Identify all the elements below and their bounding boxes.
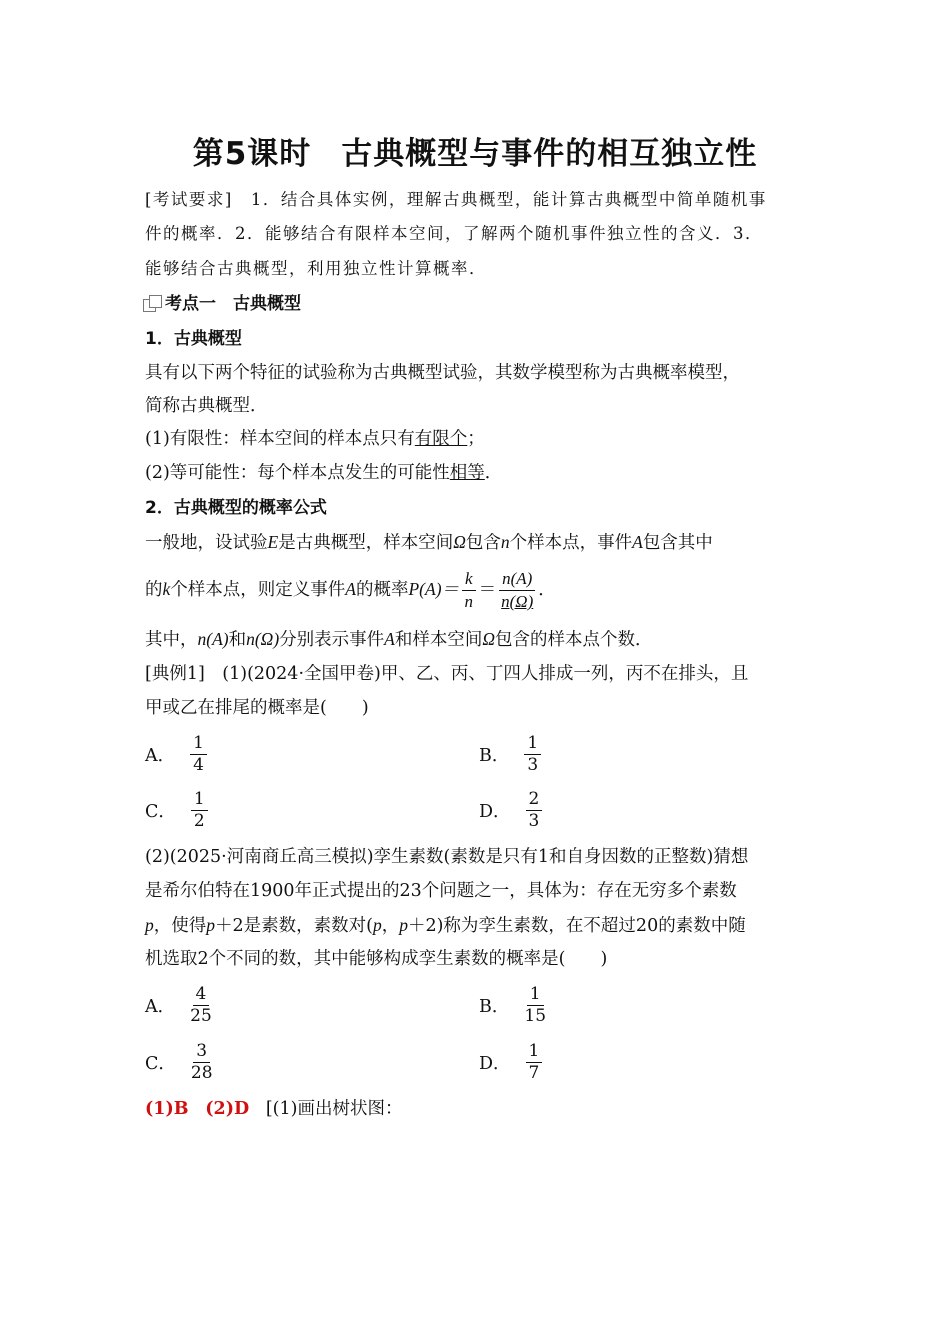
example2-line-3: p，使得p＋2是素数，素数对(p，p＋2)称为孪生素数，在不超过20的素数中随	[145, 915, 746, 936]
lesson-title: 古典概型与事件的相互独立性	[341, 136, 758, 172]
section-heading-kaodian1: 考点一 古典概型	[143, 292, 808, 316]
section-marker-icon	[143, 295, 163, 313]
paragraph-line: 简称古典概型．	[145, 396, 268, 416]
example2-option-d[interactable]: D． $\frac{1}{7}$	[479, 1041, 545, 1084]
requirements-line-1: [考试要求] 1．结合具体实例，理解古典概型，能计算古典概型中简单随机事	[145, 190, 767, 209]
example2-line-4: 机选取2个不同的数，其中能够构成孪生素数的概率是( )	[145, 949, 608, 969]
lesson-number: 第5课时	[192, 136, 312, 172]
answer-line	[145, 1097, 810, 1121]
example1-line-1: [典例1] (1)(2024·全国甲卷)甲、乙、丙、丁四人排成一列，丙不在排头，且	[145, 664, 749, 684]
answer-1: (1)B	[145, 1099, 189, 1119]
example1-option-a[interactable]: A． $\frac{1}{4}$	[145, 733, 210, 776]
requirements-line-2: 件的概率．2．能够结合有限样本空间，了解两个随机事件独立性的含义．3．	[145, 224, 763, 243]
example2-option-c[interactable]: C． $\frac{3}{28}$	[145, 1041, 213, 1083]
example2-line-1: (2)(2025·河南商丘高三模拟)孪生素数(素数是只有1和自身因数的正整数)猜想	[145, 847, 749, 867]
example1-option-d[interactable]: D． $\frac{2}{3}$	[479, 789, 545, 832]
property-finiteness: (1)有限性：样本空间的样本点只有有限个；	[145, 429, 485, 449]
example2-option-a[interactable]: A． $\frac{4}{25}$	[145, 984, 212, 1026]
fraction-k-over-n: $\frac{k}{n}$	[462, 568, 476, 613]
fraction-nA-over-nOmega: $\frac{n(A)}{n(\Omega)}$	[499, 568, 535, 613]
blank-answer: 有限个	[414, 429, 468, 449]
answer-2: (2)D	[205, 1099, 250, 1119]
formula-text-line-2: 的k个样本点，则定义事件A的概率P(A)＝ $\frac{k}{n}$ ＝ $\frac{n(A)}{n(\Omega)}$ ．	[145, 569, 556, 611]
example1-option-c[interactable]: C． $\frac{1}{2}$	[145, 789, 211, 832]
answer-explanation: [(1)画出树状图：	[265, 1099, 403, 1119]
property-equal-likelihood: (2)等可能性：每个样本点发生的可能性相等．	[145, 463, 503, 483]
formula-text-line-1: 一般地，设试验E是古典概型，样本空间Ω包含n个样本点，事件A包含其中	[145, 532, 713, 553]
page-title	[0, 128, 950, 173]
blank-answer: 相等	[449, 463, 485, 483]
example2-line-2: 是希尔伯特在1900年正式提出的23个问题之一，具体为：存在无穷多个素数	[145, 881, 737, 901]
requirements-line-3: 能够结合古典概型，利用独立性计算概率．	[145, 259, 487, 278]
example1-option-b[interactable]: B． $\frac{1}{3}$	[479, 733, 544, 776]
paragraph-line: 具有以下两个特征的试验称为古典概型试验，其数学模型称为古典概率模型，	[145, 363, 740, 383]
formula-explanation: 其中，n(A)和n(Ω)分别表示事件A和样本空间Ω包含的样本点个数．	[145, 629, 653, 650]
example2-option-b[interactable]: B． $\frac{1}{15}$	[479, 984, 547, 1026]
example1-line-2: 甲或乙在排尾的概率是( )	[145, 698, 369, 718]
heading-classical-model: 1．古典概型	[145, 329, 242, 349]
heading-probability-formula: 2．古典概型的概率公式	[145, 498, 327, 518]
